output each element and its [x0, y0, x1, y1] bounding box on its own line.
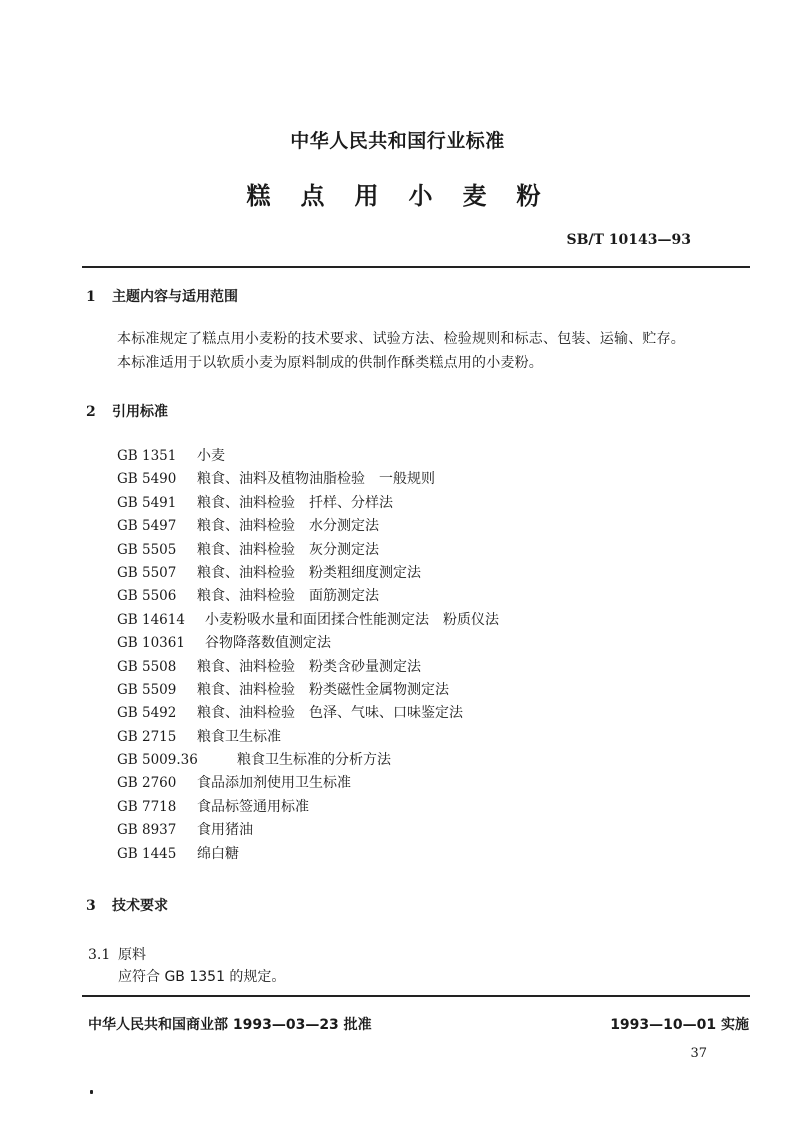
reference-item	[117, 679, 499, 702]
reference-title: 粮食卫生标准的分析方法	[237, 752, 391, 769]
reference-title: 食品添加剂使用卫生标准	[197, 775, 351, 792]
reference-item	[117, 585, 499, 608]
section-1-paragraph-1: 本标准规定了糕点用小麦粉的技术要求、试验方法、检验规则和标志、包装、运输、贮存。	[117, 331, 685, 347]
reference-title: 粮食、油料及植物油脂检验 一般规则	[197, 471, 435, 488]
subsection-number: 3.1	[88, 947, 111, 963]
reference-title: 粮食、油料检验 粉类含砂量测定法	[197, 658, 421, 675]
section-2-heading	[86, 401, 168, 421]
reference-title: 食用猪油	[197, 822, 253, 839]
reference-item	[117, 726, 499, 749]
reference-title: 小麦粉吸水量和面团揉合性能测定法 粉质仪法	[205, 611, 499, 628]
reference-item	[117, 562, 499, 585]
reference-item	[117, 772, 499, 795]
reference-code: GB 8937	[117, 822, 177, 839]
standard-type-heading: 中华人民共和国行业标准	[290, 130, 505, 152]
reference-code: GB 5506	[117, 588, 177, 605]
section-3-heading	[86, 895, 168, 915]
reference-code: GB 1445	[117, 845, 177, 862]
reference-code: GB 5492	[117, 705, 177, 722]
scan-speck	[90, 1090, 93, 1094]
section-number: 1	[86, 289, 96, 305]
reference-title: 粮食、油料检验 面筋测定法	[197, 588, 379, 605]
reference-item	[117, 656, 499, 679]
section-1-paragraph-2: 本标准适用于以软质小麦为原料制成的供制作酥类糕点用的小麦粉。	[117, 355, 543, 371]
reference-title: 粮食、油料检验 色泽、气味、口味鉴定法	[197, 705, 463, 722]
reference-item	[117, 749, 499, 772]
page-number: 37	[690, 1046, 707, 1061]
reference-code: GB 2715	[117, 728, 177, 745]
reference-item	[117, 609, 499, 632]
reference-title: 粮食、油料检验 灰分测定法	[197, 541, 379, 558]
reference-item	[117, 819, 499, 842]
reference-item	[117, 539, 499, 562]
reference-item	[117, 843, 499, 866]
section-title: 引用标准	[112, 404, 168, 420]
reference-code: GB 1351	[117, 448, 177, 464]
reference-code: GB 10361	[117, 635, 185, 652]
reference-title: 小麦	[197, 448, 225, 464]
reference-title: 粮食、油料检验 粉类粗细度测定法	[197, 564, 421, 581]
section-number: 2	[86, 404, 96, 420]
reference-code: GB 5009.36	[117, 752, 198, 769]
subsection-3-1-heading	[88, 944, 146, 964]
reference-title: 绵白糖	[197, 845, 239, 862]
reference-list	[117, 445, 499, 866]
reference-title: 粮食、油料检验 水分测定法	[197, 518, 379, 535]
reference-code: GB 5505	[117, 541, 177, 558]
section-title: 技术要求	[112, 898, 168, 914]
section-number: 3	[86, 898, 96, 914]
footer-divider	[82, 995, 750, 997]
section-title: 主题内容与适用范围	[112, 289, 238, 305]
reference-code: GB 5508	[117, 658, 177, 675]
reference-code: GB 14614	[117, 611, 185, 628]
implementation-date: 1993—10—01 实施	[610, 1017, 749, 1033]
reference-code: GB 5491	[117, 494, 177, 511]
reference-item	[117, 702, 499, 725]
reference-code: GB 5490	[117, 471, 177, 488]
section-1-heading	[86, 286, 238, 306]
reference-code: GB 2760	[117, 775, 177, 792]
subsection-3-1-body: 应符合 GB 1351 的规定。	[118, 969, 286, 985]
reference-item	[117, 515, 499, 538]
reference-item	[117, 632, 499, 655]
reference-code: GB 5509	[117, 681, 177, 698]
reference-item	[117, 468, 499, 491]
reference-code: GB 7718	[117, 798, 177, 815]
reference-title: 粮食、油料检验 扦样、分样法	[197, 494, 393, 511]
reference-title: 粮食卫生标准	[197, 728, 281, 745]
document-title: 糕点用小麦粉	[246, 182, 571, 210]
reference-title: 粮食、油料检验 粉类磁性金属物测定法	[197, 681, 449, 698]
reference-title: 谷物降落数值测定法	[205, 635, 331, 652]
reference-code: GB 5507	[117, 564, 177, 581]
reference-item	[117, 445, 499, 468]
subsection-title: 原料	[118, 947, 146, 963]
reference-code: GB 5497	[117, 518, 177, 535]
reference-item	[117, 796, 499, 819]
standard-code: SB/T 10143—93	[566, 232, 691, 248]
header-divider	[82, 266, 750, 268]
approval-statement: 中华人民共和国商业部 1993—03—23 批准	[88, 1017, 372, 1033]
reference-title: 食品标签通用标准	[197, 798, 309, 815]
reference-item	[117, 492, 499, 515]
